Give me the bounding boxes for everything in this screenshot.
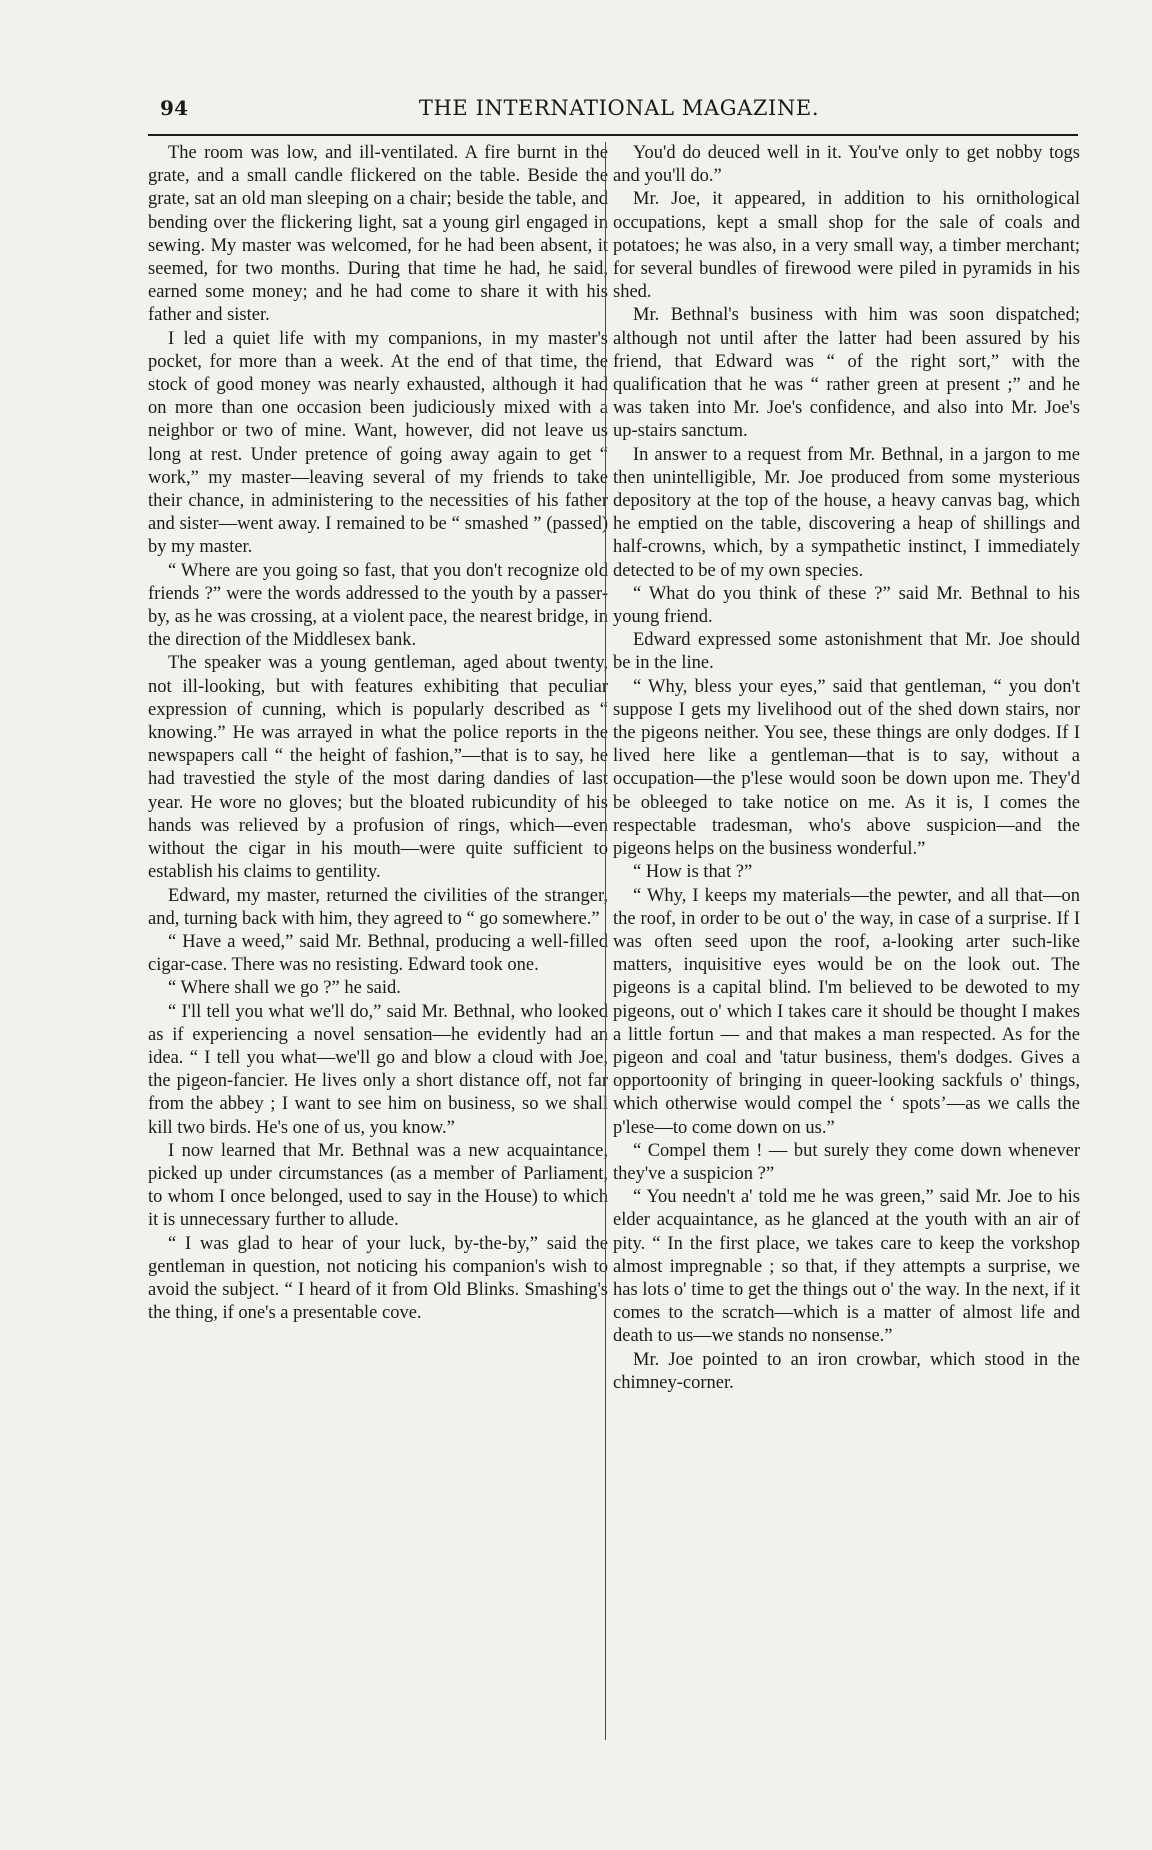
- paragraph: The speaker was a young gentleman, aged about twenty, not ill-looking, but with features exhibiting that peculiar expression of cunning, which is popularly described as “ knowing.” He was arrayed in what the police reports in the newspapers call “ the height of fashion,”—that is to say, he had travestied the style of the most daring dandies of last year. He wore no gloves; but the bloated rubicundity of his hands was relieved by a profusion of rings, which—even without the cigar in his mouth—were quite sufficient to establish his claims to gentility.: [148, 653, 608, 883]
- paragraph: “ Have a weed,” said Mr. Bethnal, producing a well-filled cigar-case. There was no resisting. Edward took one.: [148, 931, 608, 976]
- paragraph: I led a quiet life with my companions, in my master's pocket, for more than a week. At the end of that time, the stock of good money was nearly exhausted, although it had on more than one occasion been judiciously mixed with a neighbor or two of mine. Want, however, did not leave us long at rest. Under pretence of going away again to get “ work,” my master—leaving several of my friends to take their chance, in administering to the necessities of his father and sister—went away. I remained to be “ smashed ” (passed) by my master.: [148, 328, 608, 558]
- paragraph: “ Why, bless your eyes,” said that gentleman, “ you don't suppose I gets my livelihood out of the shed down stairs, nor the pigeons neither. You see, these things are only dodges. If I lived here like a gentleman—that is to say, without a occupation—the p'lese would soon be down upon me. They'd be obleeged to take notice on me. As it is, I comes the respectable tradesman, who's above suspicion—and the pigeons helps on the business wonderful.”: [613, 676, 1080, 860]
- paragraph: “ I was glad to hear of your luck, by-the-by,” said the gentleman in question, not noticing his companion's wish to avoid the subject. “ I heard of it from Old Blinks. Smashing's the thing, if one's a presentable cove.: [148, 1233, 608, 1324]
- paragraph: Mr. Joe pointed to an iron crowbar, which stood in the chimney-corner.: [613, 1349, 1080, 1393]
- paragraph: Mr. Joe, it appeared, in addition to his ornithological occupations, kept a small shop for the sale of coals and potatoes; he was also, in a very small way, a timber merchant; for several bundles of firewood were piled in pyramids in his shed.: [613, 189, 1080, 303]
- paragraph: Edward expressed some astonishment that Mr. Joe should be in the line.: [613, 630, 1080, 674]
- paragraph: The room was low, and ill-ventilated. A fire burnt in the grate, and a small candle flickered on the table. Beside the grate, sat an old man sleeping on a chair; beside the table, and bending over the flickering light, sat a young girl engaged in sewing. My master was welcomed, for he had been absent, it seemed, for two months. During that time he had, he said, earned some money; and he had come to share it with his father and sister.: [148, 143, 608, 326]
- paragraph: “ Compel them ! — but surely they come down whenever they've a suspicion ?”: [613, 1140, 1080, 1184]
- paragraph: Mr. Bethnal's business with him was soon dispatched; although not until after the latter had been assured by his friend, that Edward was “ of the right sort,” with the qualification that he was “ rather green at present ;” and he was taken into Mr. Joe's confidence, and also into Mr. Joe's up-stairs sanctum.: [613, 305, 1080, 442]
- page-number: 94: [160, 96, 189, 120]
- paragraph: Edward, my master, returned the civilities of the stranger, and, turning back with him, they agreed to “ go somewhere.”: [148, 885, 608, 929]
- running-head: THE INTERNATIONAL MAGAZINE.: [418, 96, 820, 120]
- paragraph: “ You needn't a' told me he was green,” said Mr. Joe to his elder acquaintance, as he glanced at the youth with an air of pity. “ In the first place, we takes care to keep the vorkshop almost impregnable ; so that, if they attempts a surprise, we has lots o' time to get the things out o' the way. In the next, if it comes to the scratch—which is a matter of almost life and death to us—we stands no nonsense.”: [613, 1187, 1080, 1347]
- paragraph: “ Where shall we go ?” he said.: [168, 978, 401, 999]
- column-divider: [605, 142, 606, 1740]
- paragraph: In answer to a request from Mr. Bethnal, in a jargon to me then unintelligible, Mr. Joe produced from some mysterious depository at the top of the house, a heavy canvas bag, which he emptied on the table, discovering a heap of shillings and half-crowns, which, by a sympathetic instinct, I immediately detected to be of my own species.: [613, 444, 1080, 581]
- paragraph: “ Why, I keeps my materials—the pewter, and all that—on the roof, in order to be out o' the way, in case of a surprise. If I was often seed upon the roof, a-looking arter such-like matters, inquisitive eyes would be on the look out. The pigeons is a capital blind. I'm believed to be dewoted to my pigeons, out o' which I takes care it should be thought I makes a little fortun — and that makes a man respected. As for the pigeon and coal and 'tatur business, them's dodges. Gives a opportoonity of bringing in queer-looking sackfuls o' things, which otherwise would compel the ‘ spots’—as we calls the p'lese—to come down on us.”: [613, 885, 1080, 1138]
- paragraph: “ What do you think of these ?” said Mr. Bethnal to his young friend.: [613, 583, 1080, 628]
- page-header: [160, 96, 1078, 126]
- paragraph: You'd do deuced well in it. You've only to get nobby togs and you'll do.”: [613, 143, 1080, 187]
- header-rule: [148, 134, 1078, 136]
- paragraph: “ Where are you going so fast, that you don't recognize old friends ?” were the words addressed to the youth by a passer-by, as he was crossing, at a violent pace, the nearest bridge, in the direction of the Middlesex bank.: [148, 560, 608, 651]
- paragraph: I now learned that Mr. Bethnal was a new acquaintance, picked up under circumstances (as a member of Parliament, to whom I once belonged, used to say in the House) to which it is unnecessary further to allude.: [148, 1140, 608, 1231]
- left-column: [148, 142, 608, 1325]
- paragraph: “ How is that ?”: [633, 862, 753, 883]
- paragraph: “ I'll tell you what we'll do,” said Mr. Bethnal, who looked as if experiencing a novel sensation—he evidently had an idea. “ I tell you what—we'll go and blow a cloud with Joe, the pigeon-fancier. He lives only a short distance off, not far from the abbey ; I want to see him on business, so we shall kill two birds. He's one of us, you know.”: [148, 1001, 608, 1138]
- right-column: [613, 142, 1080, 1395]
